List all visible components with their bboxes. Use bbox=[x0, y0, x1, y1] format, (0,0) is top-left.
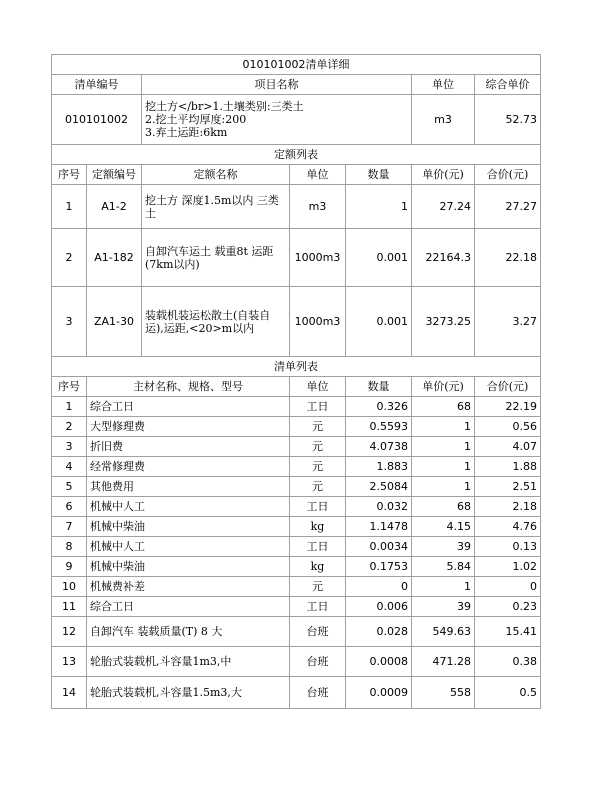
material-unit-price: 1 bbox=[412, 577, 475, 597]
material-no: 3 bbox=[52, 437, 87, 457]
material-unit-price: 68 bbox=[412, 497, 475, 517]
material-total: 0.5 bbox=[475, 677, 541, 709]
material-no: 8 bbox=[52, 537, 87, 557]
material-qty-header: 数量 bbox=[346, 377, 412, 397]
material-unit: 台班 bbox=[290, 647, 346, 677]
material-qty: 0.028 bbox=[346, 617, 412, 647]
item-code: 010101002 bbox=[52, 95, 142, 145]
material-name: 轮胎式装载机,斗容量1.5m3,大 bbox=[87, 677, 290, 709]
quota-qty: 0.001 bbox=[346, 229, 412, 287]
material-row bbox=[52, 437, 541, 457]
material-row bbox=[52, 417, 541, 437]
material-no: 11 bbox=[52, 597, 87, 617]
material-unit: 工日 bbox=[290, 537, 346, 557]
quota-unit-header: 单位 bbox=[290, 165, 346, 185]
material-qty: 0.032 bbox=[346, 497, 412, 517]
material-total: 0.13 bbox=[475, 537, 541, 557]
item-name-line-3: 3.弃土运距:6km bbox=[145, 126, 228, 139]
material-no: 10 bbox=[52, 577, 87, 597]
item-row bbox=[52, 95, 541, 145]
item-price: 52.73 bbox=[475, 95, 541, 145]
quota-qty: 1 bbox=[346, 185, 412, 229]
material-total: 4.76 bbox=[475, 517, 541, 537]
material-row bbox=[52, 577, 541, 597]
bill-detail-table bbox=[51, 54, 541, 709]
quota-unit: 1000m3 bbox=[290, 229, 346, 287]
material-qty: 0.0009 bbox=[346, 677, 412, 709]
material-name: 机械中人工 bbox=[87, 537, 290, 557]
material-unit-price: 558 bbox=[412, 677, 475, 709]
material-section-title: 清单列表 bbox=[52, 357, 541, 377]
material-total: 2.18 bbox=[475, 497, 541, 517]
material-unit: kg bbox=[290, 557, 346, 577]
material-qty: 0.1753 bbox=[346, 557, 412, 577]
material-no: 14 bbox=[52, 677, 87, 709]
quota-total: 22.18 bbox=[475, 229, 541, 287]
material-row bbox=[52, 517, 541, 537]
material-unit: 工日 bbox=[290, 597, 346, 617]
material-unit-price: 549.63 bbox=[412, 617, 475, 647]
material-qty: 0 bbox=[346, 577, 412, 597]
material-name: 综合工日 bbox=[87, 597, 290, 617]
item-name-line-1: 挖土方</br>1.土壤类别:三类土 bbox=[145, 100, 304, 113]
quota-header-row bbox=[52, 165, 541, 185]
material-no: 6 bbox=[52, 497, 87, 517]
material-row bbox=[52, 647, 541, 677]
material-no: 1 bbox=[52, 397, 87, 417]
material-total-header: 合价(元) bbox=[475, 377, 541, 397]
material-row bbox=[52, 597, 541, 617]
material-total: 15.41 bbox=[475, 617, 541, 647]
material-row bbox=[52, 497, 541, 517]
item-name-line-2: 2.挖土平均厚度:200 bbox=[145, 113, 247, 126]
material-row bbox=[52, 537, 541, 557]
material-total: 0 bbox=[475, 577, 541, 597]
material-qty: 2.5084 bbox=[346, 477, 412, 497]
quota-row bbox=[52, 185, 541, 229]
material-name: 机械中人工 bbox=[87, 497, 290, 517]
material-no: 2 bbox=[52, 417, 87, 437]
quota-unit: m3 bbox=[290, 185, 346, 229]
material-name: 大型修理费 bbox=[87, 417, 290, 437]
material-no-header: 序号 bbox=[52, 377, 87, 397]
quota-qty-header: 数量 bbox=[346, 165, 412, 185]
quota-no: 1 bbox=[52, 185, 87, 229]
material-unit: 工日 bbox=[290, 497, 346, 517]
material-no: 9 bbox=[52, 557, 87, 577]
material-unit: 工日 bbox=[290, 397, 346, 417]
material-unit-header: 单位 bbox=[290, 377, 346, 397]
quota-code: A1-182 bbox=[87, 229, 142, 287]
material-qty: 0.0034 bbox=[346, 537, 412, 557]
item-unit-header: 单位 bbox=[412, 75, 475, 95]
item-price-header: 综合单价 bbox=[475, 75, 541, 95]
material-unit-price: 5.84 bbox=[412, 557, 475, 577]
material-total: 0.23 bbox=[475, 597, 541, 617]
quota-name: 自卸汽车运土 载重8t 运距(7km以内) bbox=[142, 229, 290, 287]
material-section-row bbox=[52, 357, 541, 377]
quota-row bbox=[52, 229, 541, 287]
material-name: 其他费用 bbox=[87, 477, 290, 497]
material-unit-price: 1 bbox=[412, 417, 475, 437]
quota-no: 3 bbox=[52, 287, 87, 357]
material-no: 4 bbox=[52, 457, 87, 477]
quota-unit-price: 22164.3 bbox=[412, 229, 475, 287]
material-unit-price: 471.28 bbox=[412, 647, 475, 677]
material-unit-price: 39 bbox=[412, 537, 475, 557]
page-title: 010101002清单详细 bbox=[52, 55, 541, 75]
material-total: 0.56 bbox=[475, 417, 541, 437]
material-name: 折旧费 bbox=[87, 437, 290, 457]
material-row bbox=[52, 677, 541, 709]
material-unit: 台班 bbox=[290, 677, 346, 709]
quota-unit-price: 27.24 bbox=[412, 185, 475, 229]
material-unit: 元 bbox=[290, 417, 346, 437]
material-unit-price: 1 bbox=[412, 477, 475, 497]
item-name bbox=[142, 95, 412, 145]
quota-name: 装载机装运松散土(自装自运),运距,<20>m以内 bbox=[142, 287, 290, 357]
quota-unit-price: 3273.25 bbox=[412, 287, 475, 357]
material-row bbox=[52, 457, 541, 477]
material-no: 13 bbox=[52, 647, 87, 677]
material-name: 机械中柴油 bbox=[87, 557, 290, 577]
item-unit: m3 bbox=[412, 95, 475, 145]
material-total: 22.19 bbox=[475, 397, 541, 417]
material-unit-price: 1 bbox=[412, 457, 475, 477]
material-no: 12 bbox=[52, 617, 87, 647]
quota-name: 挖土方 深度1.5m以内 三类土 bbox=[142, 185, 290, 229]
material-unit-price-header: 单价(元) bbox=[412, 377, 475, 397]
material-total: 0.38 bbox=[475, 647, 541, 677]
material-unit-price: 4.15 bbox=[412, 517, 475, 537]
title-row bbox=[52, 55, 541, 75]
material-name: 机械中柴油 bbox=[87, 517, 290, 537]
quota-total: 3.27 bbox=[475, 287, 541, 357]
material-unit: 元 bbox=[290, 577, 346, 597]
material-total: 1.88 bbox=[475, 457, 541, 477]
material-row bbox=[52, 397, 541, 417]
material-name-header: 主材名称、规格、型号 bbox=[87, 377, 290, 397]
material-row bbox=[52, 557, 541, 577]
material-total: 2.51 bbox=[475, 477, 541, 497]
quota-code-header: 定额编号 bbox=[87, 165, 142, 185]
item-header-row bbox=[52, 75, 541, 95]
material-qty: 0.006 bbox=[346, 597, 412, 617]
material-no: 5 bbox=[52, 477, 87, 497]
material-unit-price: 1 bbox=[412, 437, 475, 457]
material-row bbox=[52, 477, 541, 497]
material-name: 机械费补差 bbox=[87, 577, 290, 597]
material-unit: 元 bbox=[290, 457, 346, 477]
quota-unit-price-header: 单价(元) bbox=[412, 165, 475, 185]
quota-no-header: 序号 bbox=[52, 165, 87, 185]
material-total: 4.07 bbox=[475, 437, 541, 457]
quota-total-header: 合价(元) bbox=[475, 165, 541, 185]
material-name: 经常修理费 bbox=[87, 457, 290, 477]
item-code-header: 清单编号 bbox=[52, 75, 142, 95]
quota-section-row bbox=[52, 145, 541, 165]
quota-total: 27.27 bbox=[475, 185, 541, 229]
material-name: 轮胎式装载机,斗容量1m3,中 bbox=[87, 647, 290, 677]
material-row bbox=[52, 617, 541, 647]
material-qty: 1.1478 bbox=[346, 517, 412, 537]
material-qty: 0.5593 bbox=[346, 417, 412, 437]
quota-no: 2 bbox=[52, 229, 87, 287]
quota-unit: 1000m3 bbox=[290, 287, 346, 357]
quota-qty: 0.001 bbox=[346, 287, 412, 357]
material-unit-price: 68 bbox=[412, 397, 475, 417]
material-unit: 元 bbox=[290, 477, 346, 497]
quota-section-title: 定额列表 bbox=[52, 145, 541, 165]
material-name: 综合工日 bbox=[87, 397, 290, 417]
material-qty: 0.326 bbox=[346, 397, 412, 417]
material-unit-price: 39 bbox=[412, 597, 475, 617]
item-name-header: 项目名称 bbox=[142, 75, 412, 95]
material-total: 1.02 bbox=[475, 557, 541, 577]
quota-code: ZA1-30 bbox=[87, 287, 142, 357]
material-unit: 元 bbox=[290, 437, 346, 457]
material-qty: 1.883 bbox=[346, 457, 412, 477]
quota-row bbox=[52, 287, 541, 357]
material-header-row bbox=[52, 377, 541, 397]
material-no: 7 bbox=[52, 517, 87, 537]
material-unit: 台班 bbox=[290, 617, 346, 647]
quota-name-header: 定额名称 bbox=[142, 165, 290, 185]
material-qty: 4.0738 bbox=[346, 437, 412, 457]
material-name: 自卸汽车 装载质量(T) 8 大 bbox=[87, 617, 290, 647]
material-qty: 0.0008 bbox=[346, 647, 412, 677]
material-unit: kg bbox=[290, 517, 346, 537]
quota-code: A1-2 bbox=[87, 185, 142, 229]
